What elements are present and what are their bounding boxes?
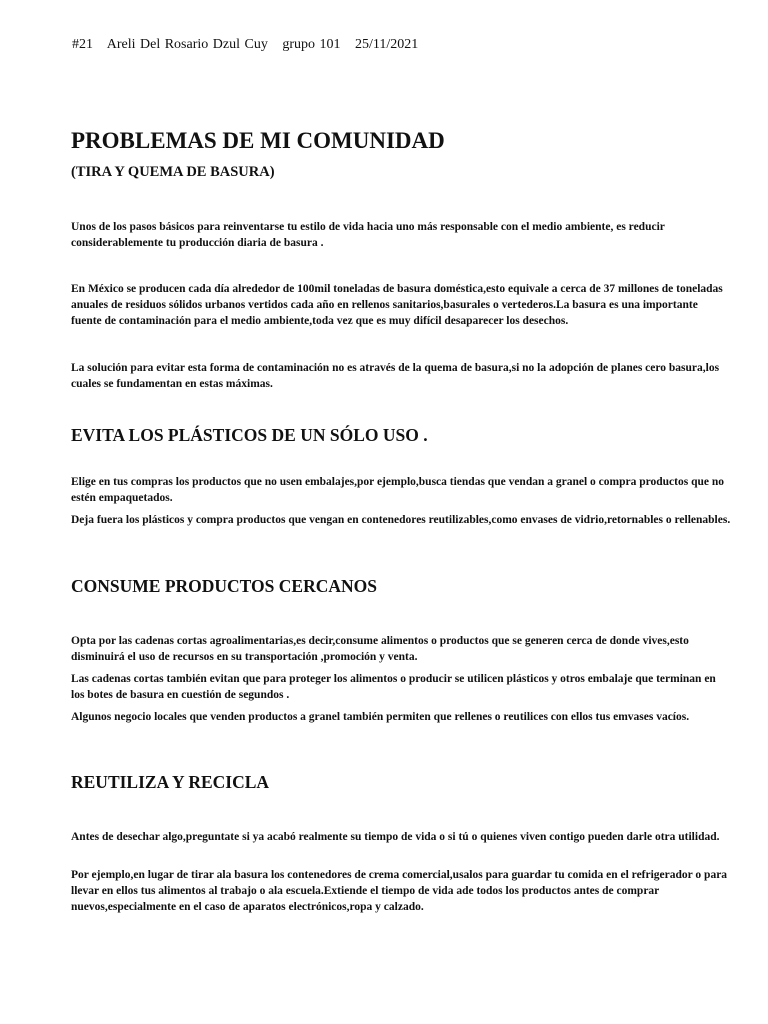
header-group: grupo 101 [282,37,341,52]
section-paragraph: Por ejemplo,en lugar de tirar ala basura los contenedores de crema comercial,usalos para guardar tu comida en el refrigerador o para llevar en ellos tus alimentos al trabajo o ala escuela.Extiende el tiempo de vida ade todos los productos antes de comprar nuevos,especialmente en el caso de aparatos electrónicos,ropa y calzado. [71,869,728,913]
section-heading: EVITA LOS PLÁSTICOS DE UN SÓLO USO . [71,425,428,445]
document-header [72,37,428,53]
section-paragraph: Deja fuera los plásticos y compra productos que vengan en contenedores reutilizables,como envases de vidrio,retornables o rellenables. [71,514,731,526]
section-paragraph: Antes de desechar algo,preguntate si ya acabó realmente su tiempo de vida o si tú o quienes viven contigo pueden darle otra utilidad. [71,831,720,843]
document-title: PROBLEMAS DE MI COMUNIDAD [71,128,445,153]
section-paragraph: Elige en tus compras los productos que no usen embalajes,por ejemplo,busca tiendas que vendan a granel o compra productos que no estén empaquetados. [71,476,725,504]
section-paragraph: Algunos negocio locales que venden productos a granel también permiten que rellenes o reutilices con ellos tus emvases vacíos. [71,711,690,723]
header-author: Areli Del Rosario Dzul Cuy [106,37,268,52]
header-date: 25/11/2021 [355,37,419,52]
section-heading: REUTILIZA Y RECICLA [71,772,270,792]
section-heading: CONSUME PRODUCTOS CERCANOS [71,576,377,596]
header-number: #21 [72,37,93,52]
document-subtitle: (TIRA Y QUEMA DE BASURA) [71,164,275,180]
section-paragraph: Opta por las cadenas cortas agroalimentarias,es decir,consume alimentos o productos que se generen cerca de donde vives,esto disminuirá el uso de recursos en su transportación ,promoción y venta. [71,635,689,663]
intro-paragraph: La solución para evitar esta forma de contaminación no es através de la quema de basura,si no la adopción de planes cero basura,los cuales se fundamentan en estas máximas. [71,362,720,390]
intro-paragraph: En México se producen cada día alrededor de 100mil toneladas de basura doméstica,esto equivale a cerca de 37 millones de toneladas anuales de residuos sólidos urbanos vertidos cada año en rellenos sanitarios,basurales o vertederos.La basura es una importante fuente de contaminación para el medio ambiente,toda vez que es muy difícil desaparecer los desechos. [71,283,723,327]
section-paragraph: Las cadenas cortas también evitan que para proteger los alimentos o producir se utilicen plásticos y otros embalaje que terminan en los botes de basura en cuestión de segundos . [71,673,716,701]
intro-paragraph: Unos de los pasos básicos para reinventarse tu estilo de vida hacia uno más responsable con el medio ambiente, es reducir considerablemente tu producción diaria de basura . [71,221,665,249]
